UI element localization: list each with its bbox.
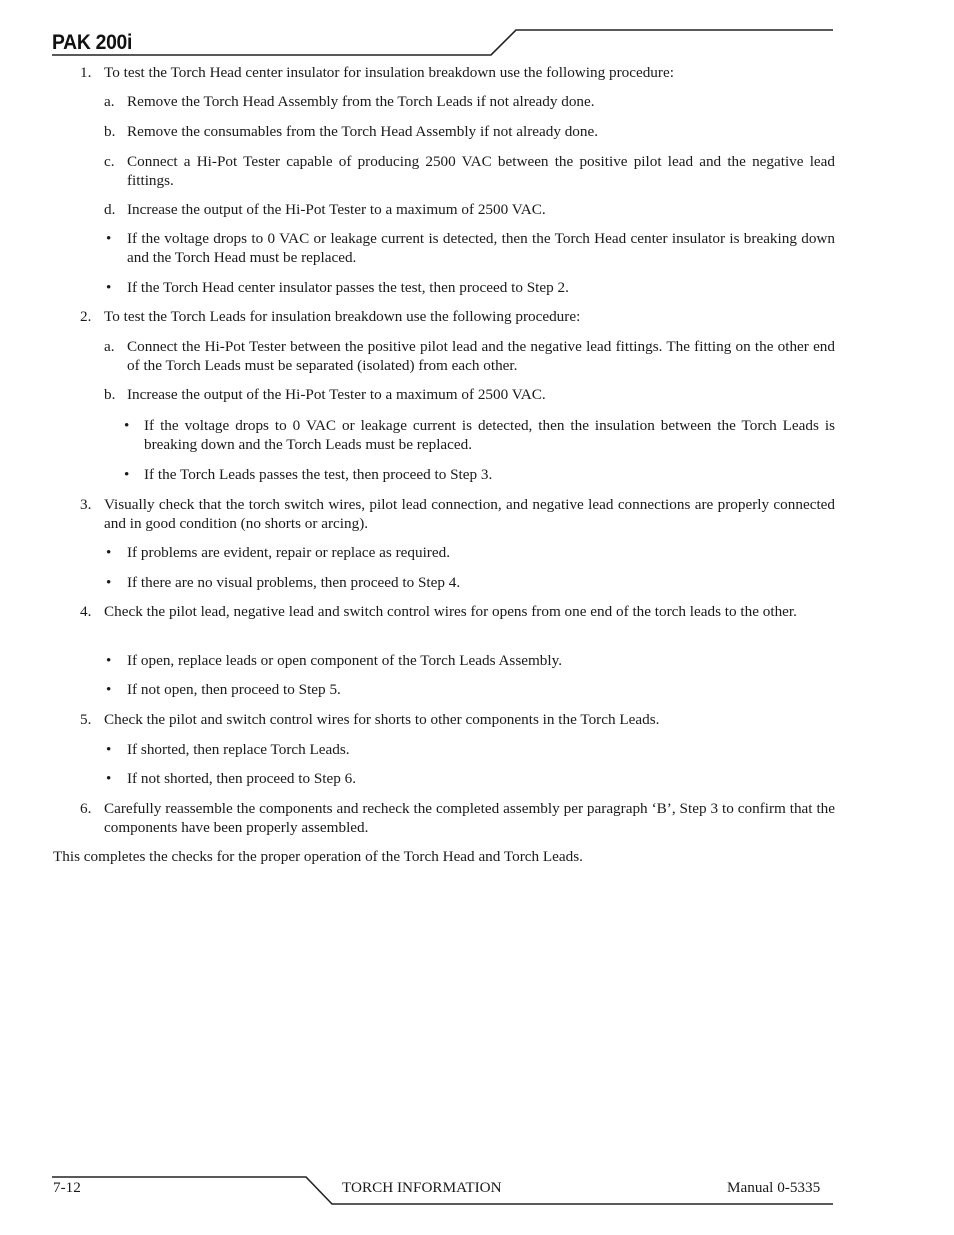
list-item-text: Check the pilot and switch control wires for shorts to other components in the Torch Leads. (104, 711, 660, 728)
step-3 (80, 496, 835, 533)
bullet: • (106, 741, 112, 758)
bullet: • (106, 544, 112, 561)
step-1b (104, 123, 835, 142)
step-2a (104, 338, 835, 375)
list-item-text: To test the Torch Leads for insulation breakdown use the following procedure: (104, 308, 581, 325)
list-item-text: If shorted, then replace Torch Leads. (127, 741, 350, 758)
header-rule (52, 30, 833, 55)
step-1-bullet-2 (106, 279, 835, 298)
list-item-text: Remove the Torch Head Assembly from the Torch Leads if not already done. (127, 93, 595, 110)
step-5 (80, 711, 835, 730)
bullet: • (106, 652, 112, 669)
step-1 (80, 64, 835, 83)
step-1-bullet-1 (106, 230, 835, 267)
list-item-text: If there are no visual problems, then proceed to Step 4. (127, 574, 461, 591)
step-1d (104, 201, 835, 220)
step-4-bullet-2 (106, 681, 835, 700)
step-2-bullet-2 (124, 466, 835, 485)
list-item-text: Visually check that the torch switch wires, pilot lead connection, and negative lead connections are properly connected and in good condition (no shorts or arcing). (104, 496, 835, 532)
bullet: • (124, 466, 130, 483)
list-item-text: Carefully reassemble the components and recheck the completed assembly per paragraph ‘B’, Step 3 to confirm that the components have been properly assembled. (104, 800, 835, 836)
list-item-text: Remove the consumables from the Torch Head Assembly if not already done. (127, 123, 599, 140)
step-2-bullet-1 (124, 417, 835, 454)
list-item-text: If problems are evident, repair or replace as required. (127, 544, 450, 561)
list-marker: 6. (80, 800, 92, 817)
list-item-text: Increase the output of the Hi-Pot Tester to a maximum of 2500 VAC. (127, 201, 546, 218)
list-item-text: If the Torch Leads passes the test, then proceed to Step 3. (144, 466, 493, 483)
list-marker: 5. (80, 711, 92, 728)
list-marker: b. (104, 123, 116, 140)
bullet: • (106, 230, 112, 247)
list-item-text: To test the Torch Head center insulator for insulation breakdown use the following procedure: (104, 64, 674, 81)
step-5-bullet-2 (106, 770, 835, 789)
step-2b (104, 386, 835, 405)
bullet: • (106, 681, 112, 698)
bullet: • (106, 279, 112, 296)
list-item-text: If not open, then proceed to Step 5. (127, 681, 341, 698)
list-marker: a. (104, 93, 115, 110)
bullet: • (106, 770, 112, 787)
list-marker: c. (104, 153, 115, 170)
list-marker: 2. (80, 308, 92, 325)
document-title: PAK 200i (52, 31, 133, 54)
step-5-bullet-1 (106, 741, 835, 760)
list-item-text: If the voltage drops to 0 VAC or leakage current is detected, then the Torch Head center insulator is breaking down and the Torch Head must be replaced. (127, 230, 835, 266)
step-2 (80, 308, 835, 327)
list-item-text: If the Torch Head center insulator passes the test, then proceed to Step 2. (127, 279, 569, 296)
list-item-text: Check the pilot lead, negative lead and switch control wires for opens from one end of the torch leads to the other. (104, 603, 797, 620)
list-marker: 1. (80, 64, 92, 81)
list-item-text: Connect the Hi-Pot Tester between the positive pilot lead and the negative lead fittings. The fitting on the other end of the Torch Leads must be separated (isolated) from each other. (127, 338, 835, 374)
list-item-text: If not shorted, then proceed to Step 6. (127, 770, 357, 787)
list-item-text: If open, replace leads or open component of the Torch Leads Assembly. (127, 652, 563, 669)
list-marker: b. (104, 386, 116, 403)
list-item-text: Connect a Hi-Pot Tester capable of producing 2500 VAC between the positive pilot lead and the negative lead fittings. (127, 153, 835, 189)
step-4 (80, 603, 835, 622)
step-6 (80, 800, 835, 837)
step-4-bullet-1 (106, 652, 835, 671)
page-number: 7-12 (53, 1179, 81, 1196)
step-3-bullet-2 (106, 574, 835, 593)
section-name: TORCH INFORMATION (342, 1179, 502, 1196)
list-marker: 4. (80, 603, 92, 620)
list-marker: 3. (80, 496, 92, 513)
bullet: • (106, 574, 112, 591)
bullet: • (124, 417, 130, 434)
step-1a (104, 93, 835, 112)
list-marker: d. (104, 201, 116, 218)
list-marker: a. (104, 338, 115, 355)
list-item-text: Increase the output of the Hi-Pot Tester to a maximum of 2500 VAC. (127, 386, 546, 403)
step-1c (104, 153, 835, 190)
step-3-bullet-1 (106, 544, 835, 563)
manual-number: Manual 0-5335 (727, 1179, 821, 1196)
closing-paragraph: This completes the checks for the proper operation of the Torch Head and Torch Leads. (53, 848, 583, 865)
list-item-text: If the voltage drops to 0 VAC or leakage current is detected, then the insulation between the Torch Leads is breaking down and the Torch Leads must be replaced. (144, 417, 835, 453)
